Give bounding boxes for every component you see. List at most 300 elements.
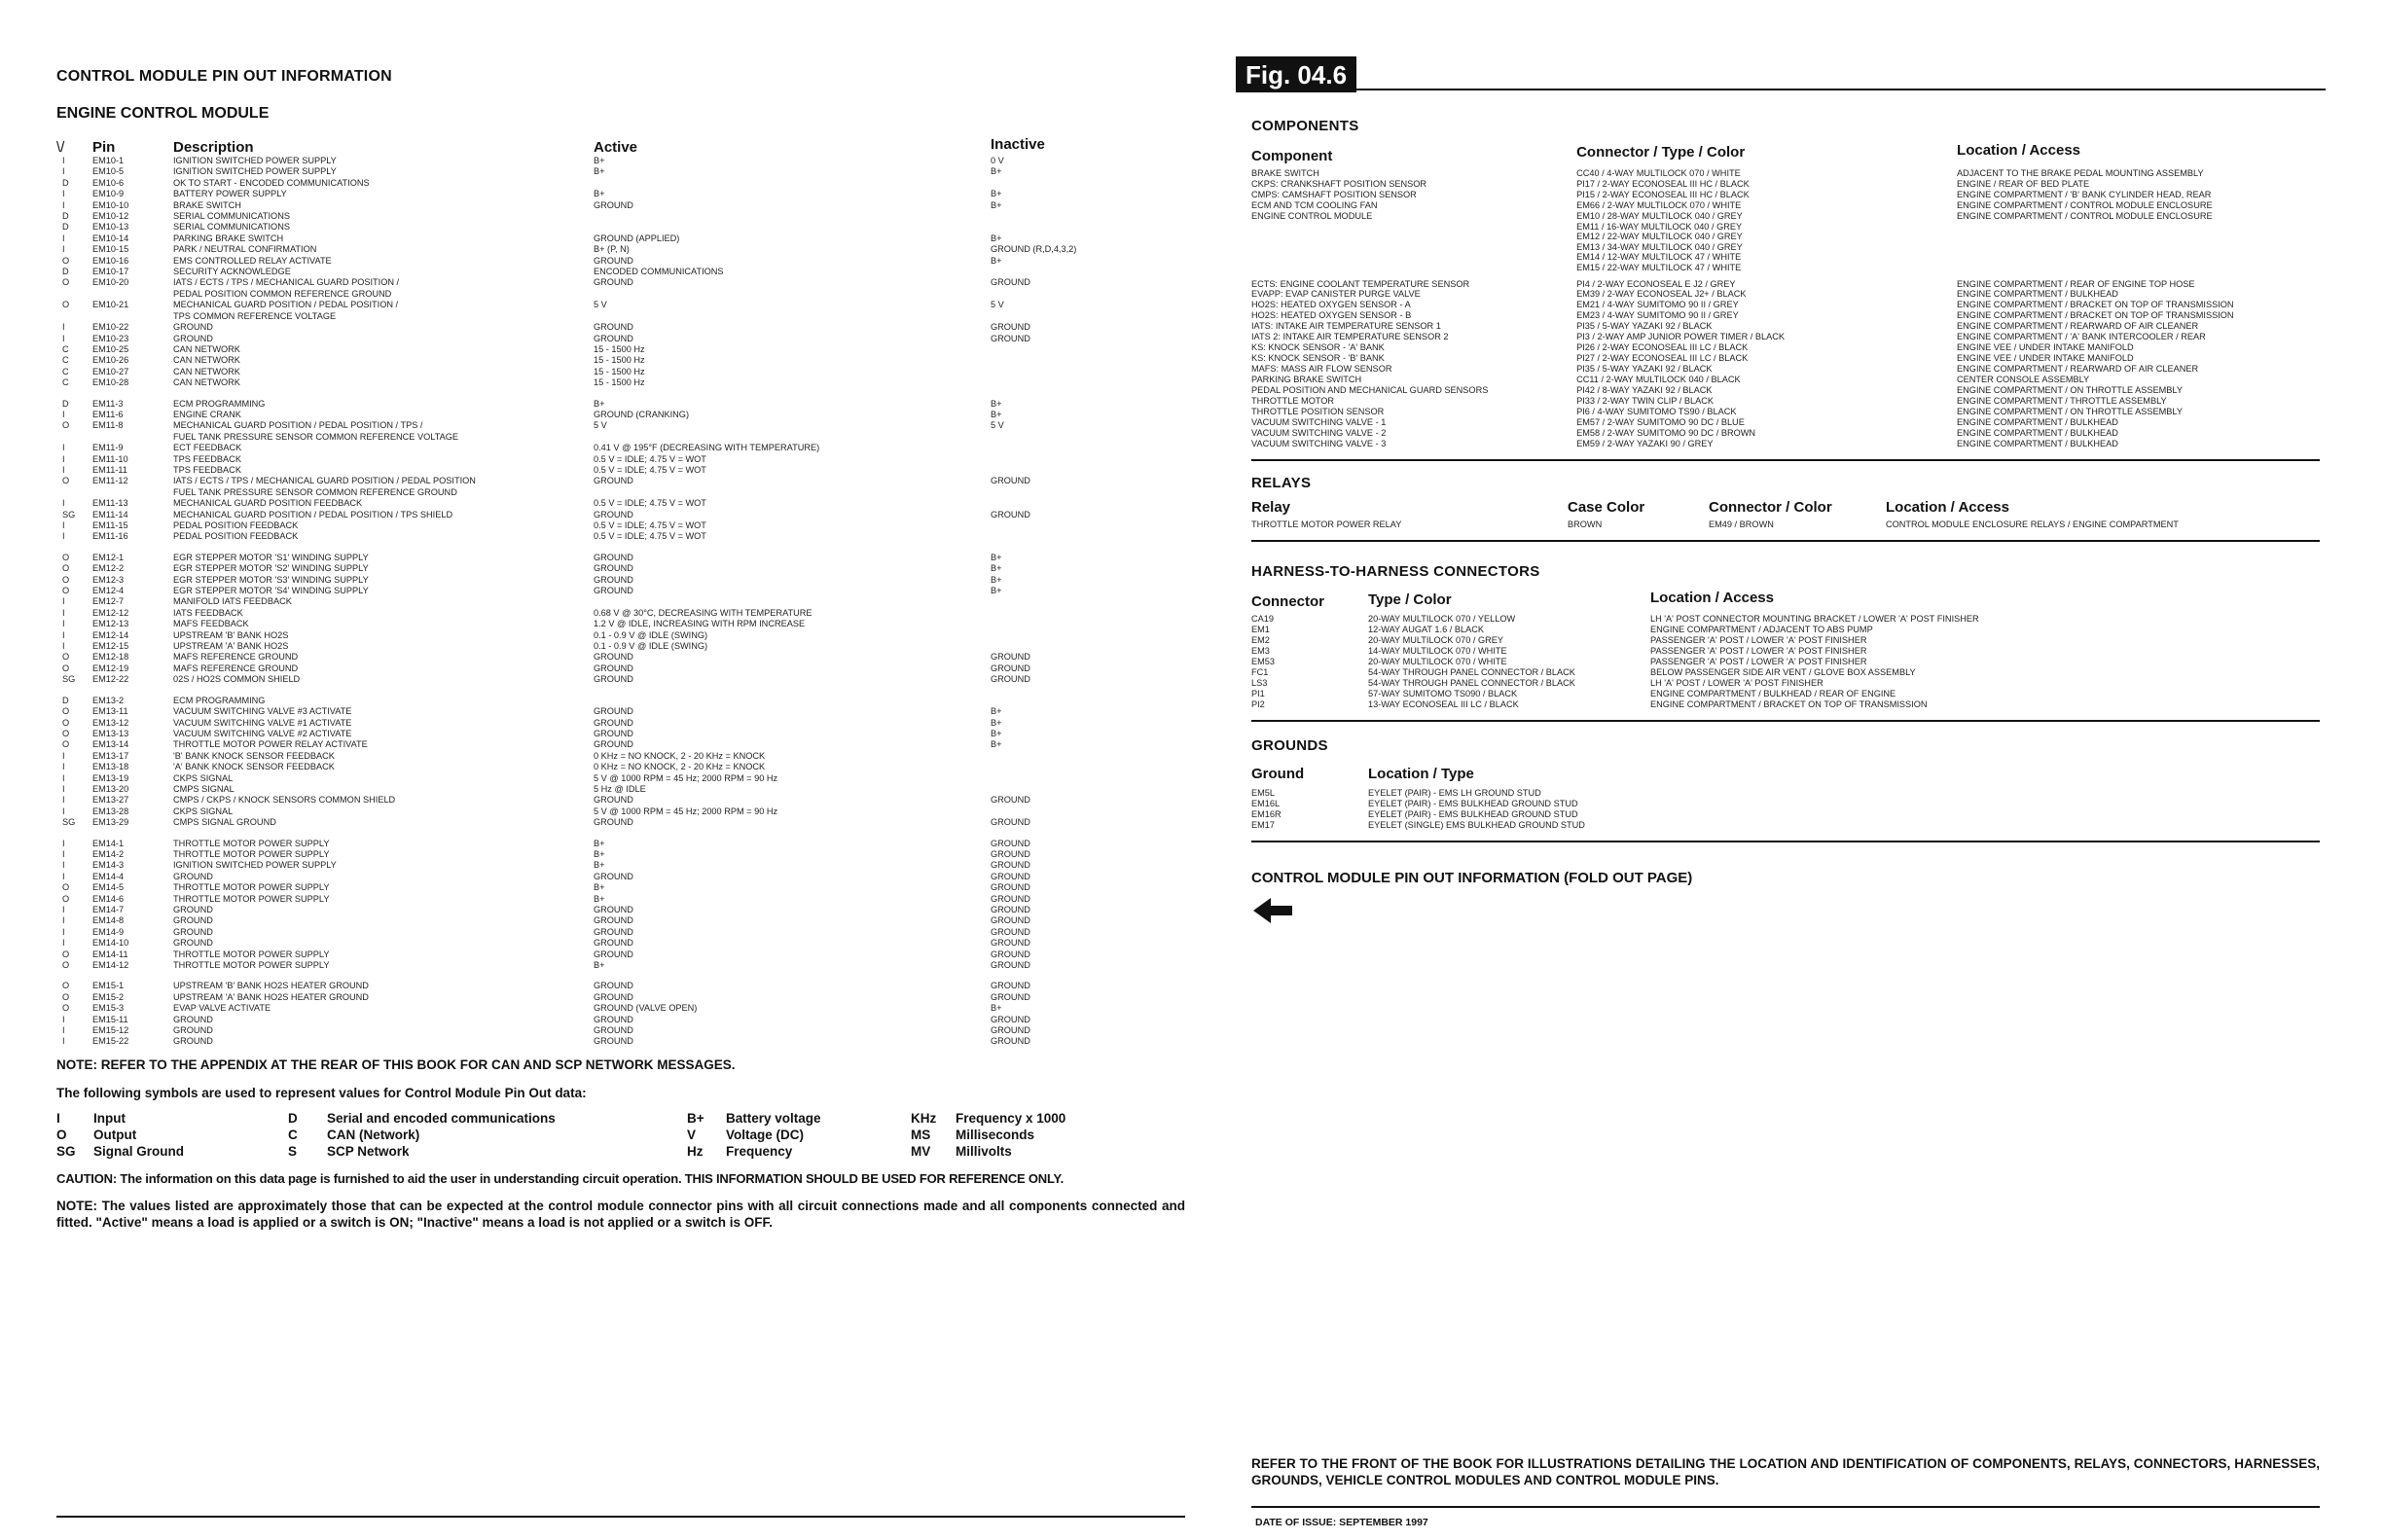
pin-symbol: D (62, 222, 69, 233)
pin-description: UPSTREAM 'A' BANK HO2S HEATER GROUND (173, 991, 369, 1002)
symbol-key: D (288, 1110, 298, 1126)
pin-active: GROUND (594, 991, 633, 1002)
component-location: ENGINE VEE / UNDER INTAKE MANIFOLD (1957, 342, 2134, 353)
pin-id: EM10-22 (92, 322, 129, 333)
pin-description: GROUND (173, 905, 213, 914)
table-row (56, 166, 1185, 177)
relay-connector: EM49 / BROWN (1709, 519, 1774, 530)
pin-active: 5 V @ 1000 RPM = 45 Hz; 2000 RPM = 90 Hz (594, 772, 778, 783)
pin-description: THROTTLE MOTOR POWER SUPPLY (173, 882, 330, 893)
pin-symbol: O (62, 893, 70, 904)
harness-location: ENGINE COMPARTMENT / ADJACENT TO ABS PUMP (1650, 624, 1873, 634)
pin-symbol: I (62, 926, 65, 937)
pin-symbol: O (62, 949, 70, 959)
harness-type: 14-WAY MULTILOCK 070 / WHITE (1368, 645, 1507, 656)
pin-symbol: O (62, 300, 70, 310)
left-arrow-icon[interactable] (1251, 896, 2326, 930)
pin-symbol: I (62, 409, 65, 419)
pin-inactive: GROUND (991, 960, 1030, 971)
pin-id: EM13-14 (92, 739, 129, 750)
symbols-column (911, 1110, 1111, 1160)
harness-location: ENGINE COMPARTMENT / BRACKET ON TOP OF TRANSMISSION (1650, 698, 1928, 709)
table-row (56, 377, 1185, 388)
pin-description: GROUND (173, 1025, 213, 1036)
symbol-entry (56, 1110, 288, 1127)
pin-symbol: I (62, 806, 65, 816)
pin-description: 'A' BANK KNOCK SENSOR FEEDBACK (173, 762, 335, 772)
bottom-rule-left (56, 1516, 1185, 1518)
component-name: THROTTLE MOTOR (1251, 396, 1335, 407)
pin-description: OK TO START - ENCODED COMMUNICATIONS (173, 177, 370, 188)
pin-active: GROUND (594, 277, 633, 288)
table-row (1251, 428, 2326, 439)
pin-id: EM10-17 (92, 267, 129, 277)
pin-inactive: GROUND (991, 277, 1030, 288)
pin-description: EMS CONTROLLED RELAY ACTIVATE (173, 255, 332, 266)
pin-symbol: D (62, 177, 69, 188)
pin-description: MECHANICAL GUARD POSITION FEEDBACK (173, 498, 363, 509)
pin-symbol: O (62, 552, 70, 562)
pin-description: EGR STEPPER MOTOR 'S4' WINDING SUPPLY (173, 586, 369, 596)
pin-symbol: D (62, 267, 69, 277)
table-row (1251, 396, 2326, 407)
symbol-entry (288, 1110, 687, 1127)
harness-location: LH 'A' POST CONNECTOR MOUNTING BRACKET / LOWER 'A' POST FINISHER (1650, 613, 1979, 624)
pin-active: GROUND (APPLIED) (594, 233, 680, 243)
pin-id: EM11-9 (92, 443, 124, 453)
pin-inactive: B+ (991, 563, 1002, 574)
pin-symbol: I (62, 629, 65, 640)
component-location: CENTER CONSOLE ASSEMBLY (1957, 375, 2090, 385)
components-header-location: Location / Access (1957, 142, 2081, 159)
pin-inactive: GROUND (991, 926, 1030, 937)
pin-description: MANIFOLD IATS FEEDBACK (173, 596, 292, 607)
table-row (1251, 279, 2326, 290)
pin-active: GROUND (594, 717, 633, 728)
pin-id: EM14-5 (92, 882, 125, 893)
pin-description: ECT FEEDBACK (173, 443, 242, 453)
pin-symbol: O (62, 981, 70, 991)
pin-active: GROUND (594, 509, 633, 519)
table-row (56, 498, 1185, 509)
pin-symbol: I (62, 322, 65, 333)
table-row (56, 981, 1185, 991)
pin-symbol: SG (62, 674, 76, 685)
pin-description: ECM PROGRAMMING (173, 695, 266, 705)
pin-active: 0.5 V = IDLE; 4.75 V = WOT (594, 464, 706, 475)
table-row (1251, 211, 2326, 273)
pin-id: EM11-12 (92, 476, 128, 486)
pin-id: EM14-7 (92, 905, 125, 914)
refer-note: REFER TO THE FRONT OF THE BOOK FOR ILLUSTRATIONS DETAILING THE LOCATION AND IDENTIFICATION OF COMPONENTS, RELAYS, CONNECTORS, HARNESSES, GROUNDS, VEHICLE CONTROL MODULES AND CONTROL MODULE PINS. (1251, 1456, 2320, 1487)
component-name: HO2S: HEATED OXYGEN SENSOR - B (1251, 310, 1412, 321)
harness-location: PASSENGER 'A' POST / LOWER 'A' POST FINISHER (1650, 634, 1867, 645)
pin-id: EM10-9 (92, 189, 125, 199)
grounds-header (1251, 766, 2326, 782)
pin-symbol: I (62, 772, 65, 783)
table-row (56, 739, 1185, 750)
pin-symbol: O (62, 586, 70, 596)
pin-id: EM13-20 (92, 783, 129, 794)
pin-description: CAN NETWORK (173, 377, 240, 388)
pin-symbol: O (62, 728, 70, 738)
pin-id: EM10-13 (92, 222, 129, 233)
symbol-key: KHz (911, 1110, 937, 1126)
table-row (56, 367, 1185, 377)
pin-description: IATS FEEDBACK (173, 607, 243, 618)
components-header (1251, 142, 2326, 164)
component-name: BRAKE SWITCH (1251, 168, 1319, 178)
group-gap (56, 686, 1185, 696)
pin-id: EM13-29 (92, 817, 129, 828)
table-row (56, 531, 1185, 542)
fold-out-link[interactable]: CONTROL MODULE PIN OUT INFORMATION (FOLD OUT PAGE) (1251, 869, 1693, 886)
table-row (56, 860, 1185, 871)
pin-id: EM13-19 (92, 772, 129, 783)
table-row (56, 355, 1185, 366)
pin-inactive: GROUND (991, 322, 1030, 333)
pin-symbol: I (62, 938, 65, 949)
pin-active: GROUND (594, 652, 633, 663)
component-location: ENGINE COMPARTMENT / REARWARD OF AIR CLEANER (1957, 321, 2199, 332)
symbol-entry (56, 1143, 288, 1160)
pin-active: GROUND (594, 1014, 633, 1024)
pin-description: SECURITY ACKNOWLEDGE (173, 267, 291, 277)
pin-id: EM10-25 (92, 343, 129, 354)
ground-id: EM16L (1251, 798, 1281, 808)
table-row (56, 872, 1185, 882)
header-inactive: Inactive (991, 136, 1045, 153)
component-connector: PI35 / 5-WAY YAZAKI 92 / BLACK (1576, 321, 1713, 332)
pin-inactive: B+ (991, 586, 1002, 596)
pin-active: GROUND (594, 938, 633, 949)
component-location: ENGINE COMPARTMENT / BRACKET ON TOP OF TRANSMISSION (1957, 300, 2234, 310)
pin-active: 5 V (594, 420, 607, 431)
component-name: KS: KNOCK SENSOR - 'B' BANK (1251, 353, 1385, 364)
figure-rule (1356, 89, 2326, 90)
pin-id: EM11-3 (92, 398, 124, 409)
table-row (1251, 353, 2326, 364)
ground-location: EYELET (SINGLE) EMS BULKHEAD GROUND STUD (1368, 819, 1585, 830)
pin-symbol: D (62, 398, 69, 409)
components-section (1236, 118, 2326, 461)
pin-active: GROUND (594, 817, 633, 828)
component-connector: CC40 / 4-WAY MULTILOCK 070 / WHITE (1576, 168, 1741, 178)
pin-description: EGR STEPPER MOTOR 'S1' WINDING SUPPLY (173, 552, 369, 562)
harness-connector: EM1 (1251, 624, 1270, 634)
pin-symbol: I (62, 531, 65, 542)
pin-symbol: D (62, 211, 69, 222)
table-row (1251, 614, 2326, 625)
table-row (1251, 342, 2326, 353)
table-row (56, 300, 1185, 322)
pin-symbol: I (62, 795, 65, 806)
pin-description: VACUUM SWITCHING VALVE #2 ACTIVATE (173, 728, 352, 738)
pin-description: PEDAL POSITION FEEDBACK (173, 520, 299, 530)
component-connector: PI4 / 2-WAY ECONOSEAL E J2 / GREY (1576, 278, 1736, 289)
table-row (56, 233, 1185, 244)
ground-location: EYELET (PAIR) - EMS BULKHEAD GROUND STUD (1368, 808, 1578, 819)
appendix-note: NOTE: REFER TO THE APPENDIX AT THE REAR OF THIS BOOK FOR CAN AND SCP NETWORK MESSAGES. (56, 1057, 736, 1072)
pin-symbol: I (62, 199, 65, 210)
ecm-table-header (56, 128, 1185, 156)
pin-active: 0 KHz = NO KNOCK, 2 - 20 KHz = KNOCK (594, 750, 766, 761)
pin-active: B+ (594, 166, 605, 177)
component-location: ENGINE COMPARTMENT / BULKHEAD (1957, 428, 2118, 439)
table-row (56, 1036, 1185, 1047)
component-name: VACUUM SWITCHING VALVE - 3 (1251, 439, 1387, 449)
pin-symbol: I (62, 607, 65, 618)
pin-inactive: GROUND (991, 674, 1030, 685)
pin-inactive: GROUND (991, 838, 1030, 848)
pin-symbol: I (62, 860, 65, 871)
ecm-table-body (56, 156, 1185, 1048)
pin-active: 5 Hz @ IDLE (594, 783, 646, 794)
pin-active: GROUND (594, 981, 633, 991)
ground-location: EYELET (PAIR) - EMS BULKHEAD GROUND STUD (1368, 798, 1578, 808)
pin-id: EM10-16 (92, 255, 129, 266)
pin-id: EM10-1 (92, 156, 125, 165)
component-location: ENGINE COMPARTMENT / 'B' BANK CYLINDER HEAD, REAR (1957, 190, 2212, 199)
symbol-key: MS (911, 1127, 931, 1142)
pin-symbol: I (62, 443, 65, 453)
symbol-entry (56, 1127, 288, 1143)
components-rule (1251, 459, 2320, 461)
pin-symbol: SG (62, 817, 76, 828)
component-location: ENGINE COMPARTMENT / 'A' BANK INTERCOOLER / REAR (1957, 332, 2206, 342)
relay-case-color: BROWN (1568, 519, 1603, 530)
pin-inactive: B+ (991, 728, 1002, 738)
table-row (1251, 820, 2326, 831)
table-row (56, 619, 1185, 629)
pin-active: 0.5 V = IDLE; 4.75 V = WOT (594, 520, 706, 530)
symbol-meaning: SCP Network (327, 1143, 410, 1159)
relays-title: RELAYS (1251, 475, 1312, 492)
pin-description: CKPS SIGNAL (173, 772, 234, 783)
pin-active: 0.5 V = IDLE; 4.75 V = WOT (594, 453, 706, 464)
pin-description: MAFS REFERENCE GROUND (173, 663, 299, 673)
component-location: ENGINE COMPARTMENT / REARWARD OF AIR CLEANER (1957, 364, 2199, 375)
table-row (56, 596, 1185, 607)
component-connector: CC11 / 2-WAY MULTILOCK 040 / BLACK (1576, 375, 1741, 385)
harness-connector: LS3 (1251, 677, 1268, 688)
components-rows (1251, 168, 2326, 449)
header-description: Description (173, 139, 254, 156)
component-name: CKPS: CRANKSHAFT POSITION SENSOR (1251, 179, 1427, 189)
pin-id: EM13-2 (92, 695, 125, 705)
table-row (56, 189, 1185, 199)
pin-id: EM14-1 (92, 838, 125, 848)
pin-description: IGNITION SWITCHED POWER SUPPLY (173, 166, 337, 177)
component-location: ENGINE COMPARTMENT / ON THROTTLE ASSEMBLY (1957, 385, 2183, 396)
table-row (56, 465, 1185, 476)
table-row (56, 915, 1185, 926)
symbol-entry (687, 1143, 911, 1160)
pin-id: EM14-8 (92, 915, 125, 926)
component-location: ENGINE COMPARTMENT / BULKHEAD (1957, 439, 2118, 449)
pin-description: GROUND (173, 322, 213, 333)
left-page (56, 68, 1185, 1231)
pin-id: EM12-15 (92, 641, 129, 652)
relay-location: CONTROL MODULE ENCLOSURE RELAYS / ENGINE COMPARTMENT (1886, 519, 2179, 530)
component-connector: EM23 / 4-WAY SUMITOMO 90 II / GREY (1576, 310, 1739, 321)
pin-symbol: O (62, 255, 70, 266)
pin-id: EM14-2 (92, 848, 125, 859)
pin-id: EM11-13 (92, 498, 128, 509)
bottom-rule-right (1251, 1506, 2320, 1508)
pin-description: THROTTLE MOTOR POWER RELAY ACTIVATE (173, 739, 368, 750)
component-name: ENGINE CONTROL MODULE (1251, 211, 1373, 221)
pin-symbol: O (62, 717, 70, 728)
harness-connector: PI2 (1251, 698, 1265, 709)
pin-id: EM10-12 (92, 211, 129, 222)
harness-connector: FC1 (1251, 666, 1269, 677)
pin-description: GROUND (173, 333, 213, 343)
pin-inactive: GROUND (991, 893, 1030, 904)
pin-symbol: D (62, 695, 69, 705)
component-location: ENGINE COMPARTMENT / CONTROL MODULE ENCLOSURE (1957, 200, 2213, 210)
pin-symbol: I (62, 166, 65, 177)
table-row (56, 674, 1185, 685)
pin-id: EM12-2 (92, 563, 125, 574)
pin-id: EM14-12 (92, 960, 129, 971)
pin-active: 15 - 1500 Hz (594, 355, 645, 366)
pin-id: EM12-14 (92, 629, 129, 640)
component-name: ECM AND TCM COOLING FAN (1251, 200, 1378, 210)
table-row (56, 718, 1185, 729)
pin-active: GROUND (594, 563, 633, 574)
table-row (56, 575, 1185, 586)
table-row (56, 960, 1185, 971)
pin-active: 0.5 V = IDLE; 4.75 V = WOT (594, 531, 706, 542)
pin-description: GROUND (173, 915, 213, 926)
symbols-column (687, 1110, 911, 1160)
table-row (56, 443, 1185, 453)
pin-id: EM13-11 (92, 706, 128, 717)
pin-active: B+ (594, 838, 605, 848)
relays-header-connector: Connector / Color (1709, 499, 1832, 517)
pin-active: GROUND (594, 199, 633, 210)
pin-active: GROUND (594, 674, 633, 685)
pin-active: 15 - 1500 Hz (594, 366, 645, 376)
pin-id: EM11-8 (92, 420, 124, 431)
pin-symbol: I (62, 464, 65, 475)
component-name: VACUUM SWITCHING VALVE - 2 (1251, 428, 1387, 439)
component-name: VACUUM SWITCHING VALVE - 1 (1251, 417, 1387, 428)
pin-symbol: I (62, 453, 65, 464)
pin-symbol: O (62, 563, 70, 574)
component-connector: PI3 / 2-WAY AMP JUNIOR POWER TIMER / BLACK (1576, 332, 1786, 342)
component-connector: EM39 / 2-WAY ECONOSEAL J2+ / BLACK (1576, 289, 1747, 300)
pin-id: EM13-12 (92, 717, 129, 728)
pin-description: EGR STEPPER MOTOR 'S3' WINDING SUPPLY (173, 574, 369, 585)
pin-active: B+ (594, 156, 605, 165)
pin-description: SERIAL COMMUNICATIONS (173, 222, 290, 233)
pin-inactive: B+ (991, 574, 1002, 585)
component-connector: EM59 / 2-WAY YAZAKI 90 / GREY (1576, 439, 1714, 449)
pin-id: EM14-11 (92, 949, 128, 959)
table-row (56, 586, 1185, 596)
table-row (1251, 375, 2326, 385)
symbol-meaning: Output (93, 1127, 137, 1142)
pin-symbol: O (62, 706, 70, 717)
pin-inactive: GROUND (R,D,4,3,2) (991, 244, 1077, 255)
pin-symbol: I (62, 915, 65, 926)
symbol-key: V (687, 1127, 697, 1142)
grounds-rows (1251, 788, 2326, 831)
pin-active: 0.41 V @ 195°F (DECREASING WITH TEMPERATURE) (594, 443, 820, 453)
symbol-meaning: CAN (Network) (327, 1127, 420, 1142)
table-row (56, 608, 1185, 619)
table-row (56, 641, 1185, 652)
component-location: ENGINE COMPARTMENT / REAR OF ENGINE TOP HOSE (1957, 278, 2195, 289)
pin-description: ENGINE CRANK (173, 409, 241, 419)
pin-symbol: O (62, 652, 70, 663)
table-row (1251, 646, 2326, 657)
pin-id: EM10-5 (92, 166, 125, 177)
component-name: ECTS: ENGINE COOLANT TEMPERATURE SENSOR (1251, 278, 1470, 289)
relays-rule (1251, 540, 2320, 542)
pin-active: 0.68 V @ 30°C, DECREASING WITH TEMPERATURE (594, 607, 812, 618)
table-row (56, 156, 1185, 166)
table-row (56, 706, 1185, 717)
table-row (1251, 289, 2326, 300)
harness-rows (1251, 614, 2326, 710)
pin-description: MECHANICAL GUARD POSITION / PEDAL POSITION / TPS SHIELD (173, 509, 453, 519)
pin-inactive: B+ (991, 398, 1002, 409)
pin-id: EM15-1 (92, 981, 125, 991)
table-row (1251, 321, 2326, 332)
harness-connector: CA19 (1251, 613, 1274, 624)
table-row (56, 938, 1185, 949)
component-connector: PI26 / 2-WAY ECONOSEAL III LC / BLACK (1576, 342, 1749, 353)
relays-section (1236, 475, 2326, 542)
symbol-key: MV (911, 1143, 931, 1159)
table-row (56, 762, 1185, 772)
pin-description: CAN NETWORK (173, 366, 240, 376)
component-location: ENGINE COMPARTMENT / BRACKET ON TOP OF TRANSMISSION (1957, 310, 2234, 321)
pin-description: PEDAL POSITION FEEDBACK (173, 531, 299, 542)
pin-symbol: C (62, 355, 69, 366)
table-row (56, 520, 1185, 531)
harness-section (1236, 563, 2326, 722)
symbols-intro: The following symbols are used to represent values for Control Module Pin Out data: (56, 1085, 587, 1100)
component-connector: EM57 / 2-WAY SUMITOMO 90 DC / BLUE (1576, 417, 1745, 428)
pin-id: EM13-17 (92, 750, 129, 761)
pin-active: B+ (594, 398, 605, 409)
component-name: CMPS: CAMSHAFT POSITION SENSOR (1251, 190, 1417, 199)
pin-inactive: GROUND (991, 1036, 1030, 1047)
relay-name: THROTTLE MOTOR POWER RELAY (1251, 519, 1402, 530)
pin-id: EM11-14 (92, 509, 128, 519)
pin-description: GROUND (173, 871, 213, 881)
pin-description: 'B' BANK KNOCK SENSOR FEEDBACK (173, 750, 335, 761)
component-name: IATS 2: INTAKE AIR TEMPERATURE SENSOR 2 (1251, 332, 1449, 342)
pin-id: EM10-20 (92, 277, 129, 288)
pin-active: 1.2 V @ IDLE, INCREASING WITH RPM INCREASE (594, 619, 806, 629)
pin-symbol: I (62, 1025, 65, 1036)
table-row (56, 663, 1185, 674)
table-row (56, 882, 1185, 893)
table-row (1251, 788, 2326, 799)
harness-title: HARNESS-TO-HARNESS CONNECTORS (1251, 562, 1540, 580)
harness-type: 13-WAY ECONOSEAL III LC / BLACK (1368, 698, 1519, 709)
harness-type: 57-WAY SUMITOMO TS090 / BLACK (1368, 688, 1518, 698)
symbol-key: I (56, 1110, 60, 1126)
pin-id: EM10-23 (92, 333, 129, 343)
harness-type: 20-WAY MULTILOCK 070 / YELLOW (1368, 613, 1516, 624)
grounds-header-location: Location / Type (1368, 765, 1474, 782)
